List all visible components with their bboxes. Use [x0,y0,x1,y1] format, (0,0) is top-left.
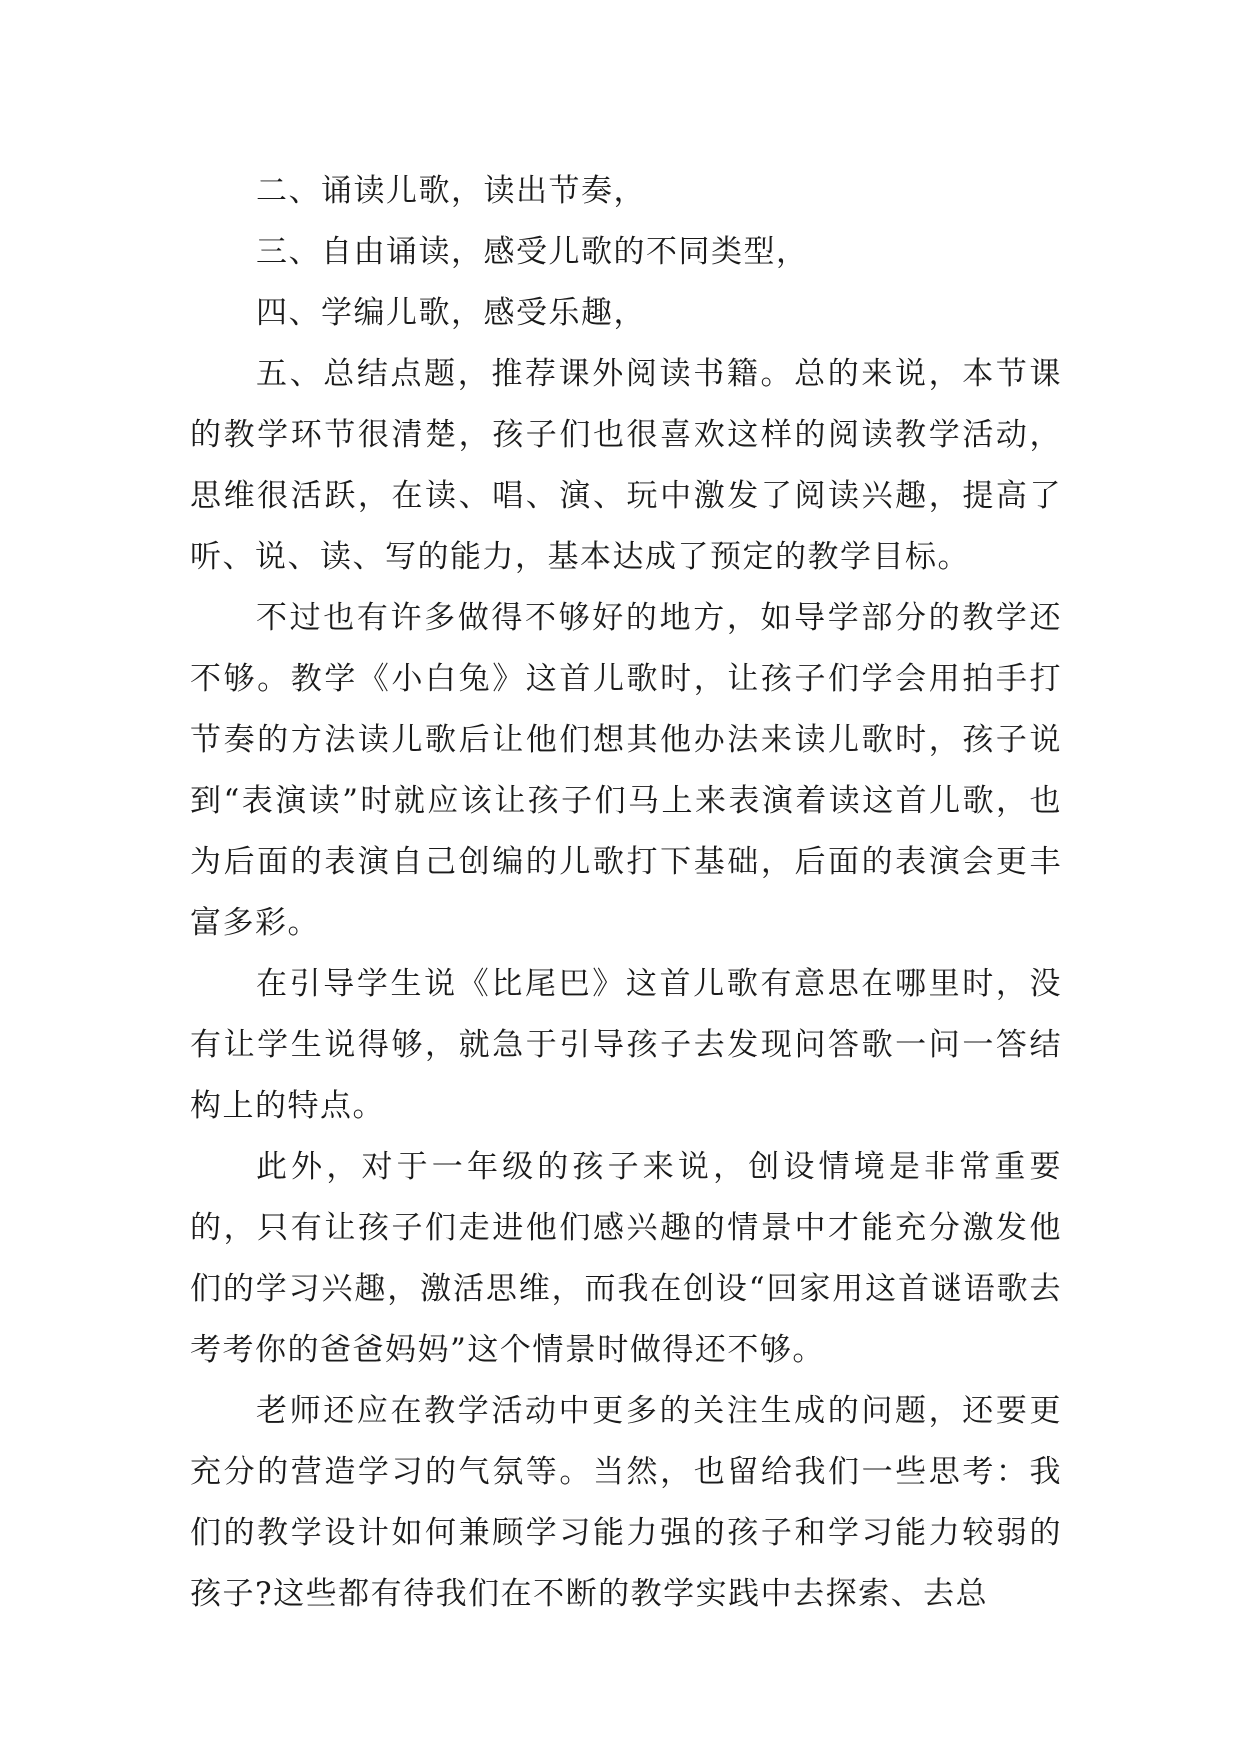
paragraph-shortcomings: 不过也有许多做得不够好的地方，如导学部分的教学还不够。教学《小白兔》这首儿歌时，让孩子们学会用拍手打节奏的方法读儿歌后让他们想其他办法来读儿歌时，孩子说到“表演读”时就应该让孩子们马上来表演着读这首儿歌，也为后面的表演自己创编的儿歌打下基础，后面的表演会更丰富多彩。 [190,600,1062,941]
paragraph-item-3: 三、自由诵读，感受儿歌的不同类型， [256,234,809,270]
paragraph-item-2: 二、诵读儿歌，读出节奏， [256,173,646,209]
paragraph-item-5: 五、总结点题，推荐课外阅读书籍。总的来说，本节课的教学环节很清楚，孩子们也很喜欢这样的阅读教学活动，思维很活跃，在读、唱、演、玩中激发了阅读兴趣，提高了听、说、读、写的能力，基本达成了预定的教学目标。 [190,356,1062,575]
paragraph-bi-weiba: 在引导学生说《比尾巴》这首儿歌有意思在哪里时，没有让学生说得够，就急于引导孩子去发现问答歌一问一答结构上的特点。 [190,966,1062,1124]
paragraph-reflection: 老师还应在教学活动中更多的关注生成的问题，还要更充分的营造学习的气氛等。当然，也留给我们一些思考：我们的教学设计如何兼顾学习能力强的孩子和学习能力较弱的孩子?这些都有待我们在不断的教学实践中去探索、去总 [190,1393,1062,1612]
paragraph-item-4: 四、学编儿歌，感受乐趣， [256,295,646,331]
document-body [190,161,1062,1625]
paragraph-situation: 此外，对于一年级的孩子来说，创设情境是非常重要的，只有让孩子们走进他们感兴趣的情景中才能充分激发他们的学习兴趣，激活思维，而我在创设“回家用这首谜语歌去考考你的爸爸妈妈”这个情景时做得还不够。 [190,1149,1062,1368]
